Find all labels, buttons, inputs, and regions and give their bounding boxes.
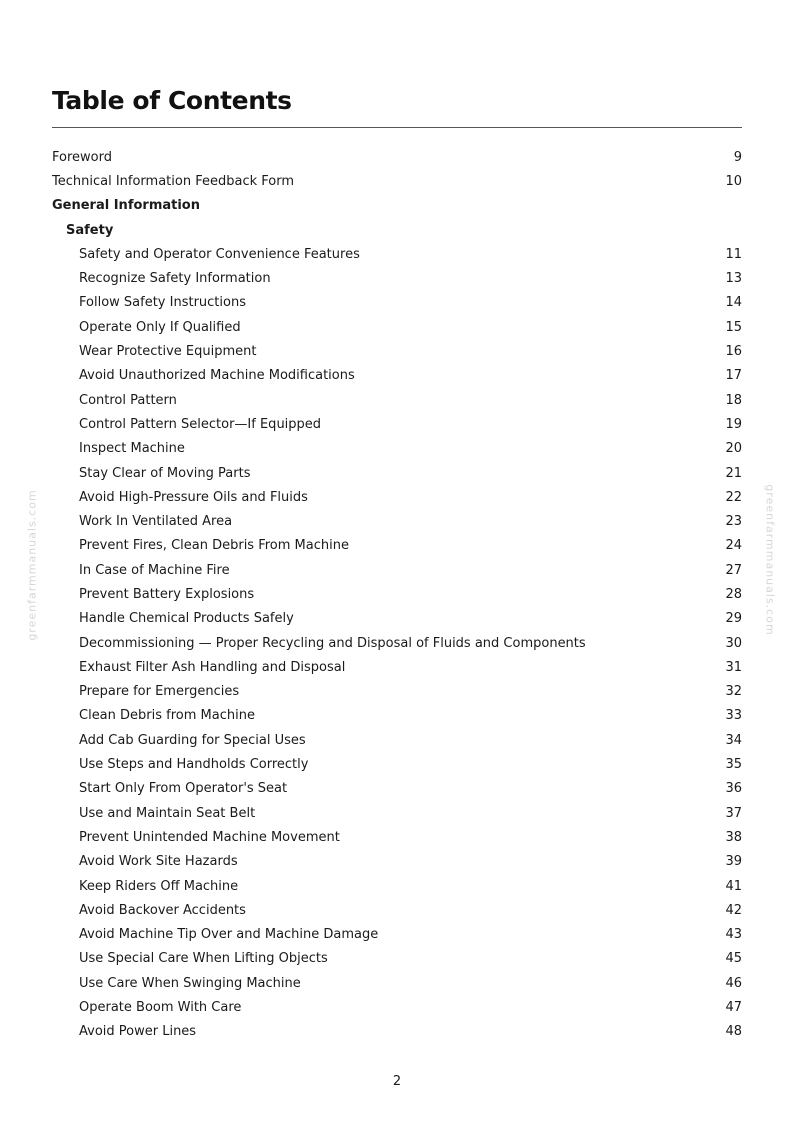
toc-entry[interactable] [52,266,742,290]
toc-entry-label: Follow Safety Instructions [79,295,246,311]
toc-entry-page: 32 [725,684,742,700]
toc-entry-page: 47 [725,1000,742,1016]
toc-entry-page: 10 [725,173,742,189]
toc-entry-label: Exhaust Filter Ash Handling and Disposal [79,659,346,675]
toc-entry[interactable] [52,752,742,776]
toc-entry-label: Avoid Power Lines [79,1024,197,1040]
toc-entry-page: 31 [725,659,742,675]
toc-entry-label: Operate Boom With Care [79,1000,242,1016]
toc-entry-label: Safety [66,222,114,238]
toc-entry-page: 20 [725,441,742,457]
toc-entry[interactable] [52,412,742,436]
toc-entry-page: 14 [725,295,742,311]
toc-entry-page: 15 [725,319,742,335]
toc-entry[interactable] [52,315,742,339]
toc-entry-label: Use Care When Swinging Machine [79,975,301,991]
toc-entry-page: 13 [725,271,742,287]
toc-entry[interactable] [52,388,742,412]
toc-entry-label: Add Cab Guarding for Special Uses [79,732,306,748]
toc-entry-label: Foreword [52,149,112,165]
toc-entry[interactable] [52,169,742,193]
toc-entry-label: Avoid Unauthorized Machine Modifications [79,368,355,384]
toc-entry[interactable] [52,582,742,606]
toc-entry[interactable] [52,242,742,266]
toc-entry-page: 39 [725,854,742,870]
toc-entry-label: Use Special Care When Lifting Objects [79,951,328,967]
toc-entry[interactable] [52,1020,742,1044]
toc-entry-page: 46 [725,975,742,991]
toc-entry-label: Keep Riders Off Machine [79,878,239,894]
toc-entry-label: Clean Debris from Machine [79,708,255,724]
toc-entry[interactable] [52,291,742,315]
toc-entry[interactable] [52,339,742,363]
toc-entry-page: 37 [725,805,742,821]
toc-entry-page: 33 [725,708,742,724]
toc-entry-label: Operate Only If Qualified [79,319,241,335]
toc-entry[interactable] [52,874,742,898]
toc-entry[interactable] [52,194,742,218]
toc-entry-page: 34 [725,732,742,748]
toc-entry[interactable] [52,971,742,995]
toc-entry-label: Recognize Safety Information [79,271,271,287]
toc-entry[interactable] [52,218,742,242]
toc-entry-page: 19 [725,416,742,432]
toc-entry-label: General Information [52,198,200,214]
toc-entry-label: Use Steps and Handholds Correctly [79,757,309,773]
toc-entry-page: 48 [725,1024,742,1040]
page-number: 2 [392,1074,402,1089]
toc-entry-page: 11 [725,246,742,262]
toc-entry-page: 42 [725,902,742,918]
toc-entry-page: 17 [725,368,742,384]
toc-entry-label: Stay Clear of Moving Parts [79,465,251,481]
toc-entry[interactable] [52,923,742,947]
toc-entry-label: Control Pattern [79,392,177,408]
toc-entry[interactable] [52,461,742,485]
toc-entry[interactable] [52,631,742,655]
toc-entry-label: In Case of Machine Fire [79,562,230,578]
toc-entry-page: 45 [725,951,742,967]
watermark-left: greenfarmmanuals.com [25,489,39,641]
toc-entry-label: Prevent Battery Explosions [79,586,255,602]
toc-entry[interactable] [52,825,742,849]
toc-entry-label: Prevent Unintended Machine Movement [79,829,340,845]
toc-entry-label: Use and Maintain Seat Belt [79,805,256,821]
toc-entry-page: 21 [725,465,742,481]
toc-entry-page: 16 [725,344,742,360]
toc-entry-label: Control Pattern Selector—If Equipped [79,416,322,432]
watermark-right: greenfarmmanuals.com [763,484,777,636]
toc-entry-page: 28 [725,586,742,602]
toc-entry[interactable] [52,607,742,631]
toc-entry-page: 29 [725,611,742,627]
toc-entry-label: Technical Information Feedback Form [52,173,294,189]
table-of-contents [52,145,742,1044]
toc-entry-page: 36 [725,781,742,797]
toc-entry-page: 30 [725,635,742,651]
toc-entry[interactable] [52,995,742,1019]
toc-entry-page: 22 [725,489,742,505]
toc-entry[interactable] [52,437,742,461]
toc-entry[interactable] [52,850,742,874]
toc-entry-page: 27 [725,562,742,578]
page-title: Table of Contents [52,86,292,115]
toc-entry-page: 24 [725,538,742,554]
title-divider [52,127,742,128]
toc-entry-label: Avoid High-Pressure Oils and Fluids [79,489,308,505]
toc-entry-label: Decommissioning — Proper Recycling and Disposal of Fluids and Components [79,635,586,651]
toc-entry[interactable] [52,680,742,704]
toc-entry-page: 43 [725,927,742,943]
toc-entry[interactable] [52,534,742,558]
toc-entry[interactable] [52,898,742,922]
toc-entry-label: Avoid Work Site Hazards [79,854,238,870]
toc-entry-label: Start Only From Operator's Seat [79,781,288,797]
toc-entry[interactable] [52,509,742,533]
toc-entry-label: Handle Chemical Products Safely [79,611,294,627]
toc-entry[interactable] [52,777,742,801]
toc-entry[interactable] [52,655,742,679]
toc-entry-page: 9 [733,149,742,165]
toc-entry[interactable] [52,704,742,728]
toc-entry-page: 23 [725,514,742,530]
toc-entry-label: Inspect Machine [79,441,185,457]
toc-entry[interactable] [52,801,742,825]
toc-entry-page: 38 [725,829,742,845]
toc-entry-page: 18 [725,392,742,408]
toc-entry-label: Prepare for Emergencies [79,684,240,700]
toc-entry[interactable] [52,145,742,169]
toc-entry[interactable] [52,485,742,509]
toc-entry-label: Avoid Machine Tip Over and Machine Damage [79,927,379,943]
toc-entry-label: Avoid Backover Accidents [79,902,246,918]
toc-entry-label: Safety and Operator Convenience Features [79,246,360,262]
toc-entry[interactable] [52,728,742,752]
toc-entry[interactable] [52,947,742,971]
toc-entry[interactable] [52,364,742,388]
toc-entry[interactable] [52,558,742,582]
toc-entry-page: 35 [725,757,742,773]
toc-entry-label: Work In Ventilated Area [79,514,233,530]
toc-entry-label: Prevent Fires, Clean Debris From Machine [79,538,349,554]
toc-entry-label: Wear Protective Equipment [79,344,257,360]
toc-entry-page: 41 [725,878,742,894]
